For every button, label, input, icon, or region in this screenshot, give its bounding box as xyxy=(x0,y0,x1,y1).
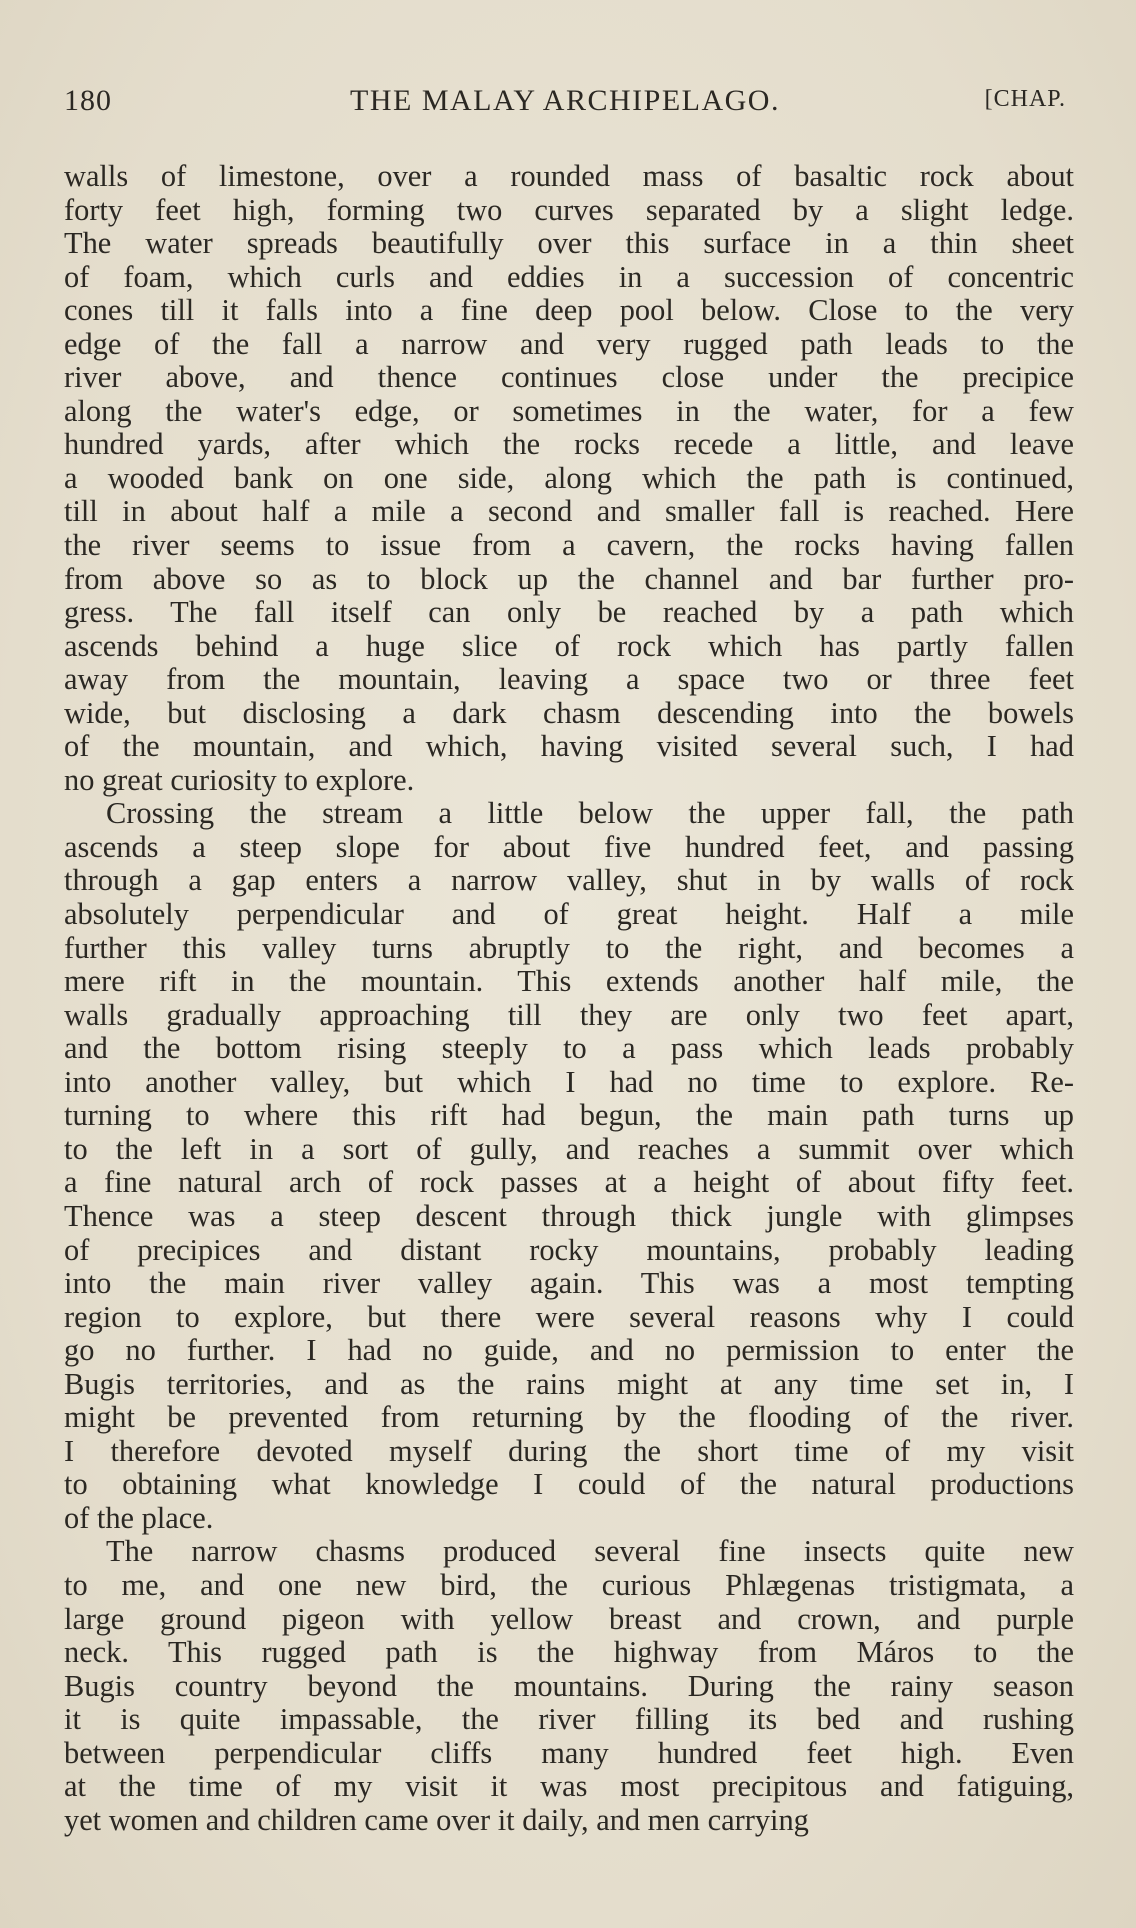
text-line: absolutely perpendicular and of great height. Half a mile xyxy=(64,898,1074,932)
running-header xyxy=(64,84,1066,128)
text-line: the river seems to issue from a cavern, the rocks having fallen xyxy=(64,529,1074,563)
text-line: between perpendicular cliffs many hundred feet high. Even xyxy=(64,1736,1074,1770)
text-line: region to explore, but there were several reasons why I could xyxy=(64,1300,1074,1334)
text-line: ascends behind a huge slice of rock which has partly fallen xyxy=(64,629,1074,663)
text-line: The water spreads beautifully over this surface in a thin sheet xyxy=(64,227,1074,261)
text-line: till in about half a mile a second and smaller fall is reached. Here xyxy=(64,495,1074,529)
paragraph xyxy=(64,1535,1074,1837)
text-line: of precipices and distant rocky mountains, probably leading xyxy=(64,1233,1074,1267)
body-text xyxy=(64,160,1074,1837)
text-line: mere rift in the mountain. This extends another half mile, the xyxy=(64,965,1074,999)
text-line: cones till it falls into a fine deep pool below. Close to the very xyxy=(64,294,1074,328)
text-line: gress. The fall itself can only be reached by a path which xyxy=(64,596,1074,630)
text-line: turning to where this rift had begun, the main path turns up xyxy=(64,1099,1074,1133)
text-line: wide, but disclosing a dark chasm descending into the bowels xyxy=(64,696,1074,730)
text-line: at the time of my visit it was most precipitous and fatiguing, xyxy=(64,1770,1074,1804)
text-line: hundred yards, after which the rocks recede a little, and leave xyxy=(64,428,1074,462)
page-number: 180 xyxy=(64,84,112,117)
text-line: large ground pigeon with yellow breast and crown, and purple xyxy=(64,1602,1074,1636)
text-line: Thence was a steep descent through thick jungle with glimpses xyxy=(64,1199,1074,1233)
text-line: ascends a steep slope for about five hundred feet, and passing xyxy=(64,830,1074,864)
text-line: edge of the fall a narrow and very rugged path leads to the xyxy=(64,327,1074,361)
running-title: THE MALAY ARCHIPELAGO. xyxy=(350,84,780,117)
text-line: a fine natural arch of rock passes at a height of about fifty feet. xyxy=(64,1166,1074,1200)
text-line: a wooded bank on one side, along which the path is continued, xyxy=(64,461,1074,495)
text-line: into another valley, but which I had no time to explore. Re- xyxy=(64,1065,1074,1099)
text-line: no great curiosity to explore. xyxy=(64,763,415,797)
text-line: yet women and children came over it daily, and men carrying xyxy=(64,1803,809,1837)
text-line: The narrow chasms produced several fine insects quite new xyxy=(106,1535,1074,1569)
text-line: of foam, which curls and eddies in a succession of concentric xyxy=(64,260,1074,294)
text-line: Crossing the stream a little below the upper fall, the path xyxy=(106,797,1074,831)
text-line: Bugis country beyond the mountains. During the rainy season xyxy=(64,1669,1074,1703)
paragraph xyxy=(64,160,1074,797)
text-line: river above, and thence continues close under the precipice xyxy=(64,361,1074,395)
text-line: away from the mountain, leaving a space two or three feet xyxy=(64,663,1074,697)
text-line: I therefore devoted myself during the short time of my visit xyxy=(64,1434,1074,1468)
text-line: from above so as to block up the channel and bar further pro- xyxy=(64,562,1074,596)
text-line: forty feet high, forming two curves separated by a slight ledge. xyxy=(64,193,1074,227)
text-line: into the main river valley again. This was a most tempting xyxy=(64,1267,1074,1301)
text-line: to obtaining what knowledge I could of the natural productions xyxy=(64,1468,1074,1502)
text-line: of the mountain, and which, having visited several such, I had xyxy=(64,730,1074,764)
text-line: might be prevented from returning by the flooding of the river. xyxy=(64,1401,1074,1435)
text-line: walls of limestone, over a rounded mass of basaltic rock about xyxy=(64,160,1074,193)
text-line: through a gap enters a narrow valley, shut in by walls of rock xyxy=(64,864,1074,898)
text-line: further this valley turns abruptly to the right, and becomes a xyxy=(64,931,1074,965)
paragraph xyxy=(64,797,1074,1535)
text-line: it is quite impassable, the river filling its bed and rushing xyxy=(64,1703,1074,1737)
text-line: of the place. xyxy=(64,1501,214,1535)
text-line: to me, and one new bird, the curious Phlægenas tristigmata, a xyxy=(64,1568,1074,1602)
text-line: along the water's edge, or sometimes in the water, for a few xyxy=(64,394,1074,428)
text-line: neck. This rugged path is the highway from Máros to the xyxy=(64,1636,1074,1670)
chapter-mark: [CHAP. xyxy=(984,86,1066,112)
text-line: and the bottom rising steeply to a pass which leads probably xyxy=(64,1032,1074,1066)
text-line: go no further. I had no guide, and no permission to enter the xyxy=(64,1334,1074,1368)
text-line: to the left in a sort of gully, and reaches a summit over which xyxy=(64,1132,1074,1166)
text-line: Bugis territories, and as the rains might at any time set in, I xyxy=(64,1367,1074,1401)
text-line: walls gradually approaching till they are only two feet apart, xyxy=(64,998,1074,1032)
